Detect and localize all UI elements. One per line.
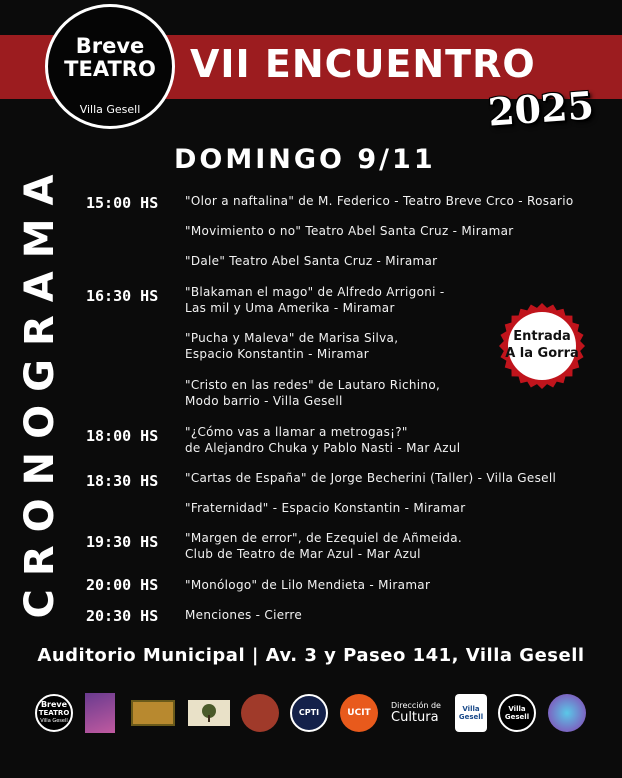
sponsor-cultura-l2: Cultura: [391, 709, 439, 725]
show-entry: "Pucha y Maleva" de Marisa Silva, Espacio Konstantin - Miramar: [185, 331, 399, 361]
badge-line-entrada: Entrada: [513, 329, 571, 344]
sponsor-direccion-cultura-logo: [391, 694, 451, 732]
sponsor-cultura-l1: Dirección de: [391, 700, 441, 710]
venue-address: Auditorio Municipal | Av. 3 y Paseo 141, Villa Gesell: [37, 645, 585, 666]
sponsor-gold-frame-logo: [131, 700, 175, 726]
show-entry: "Dale" Teatro Abel Santa Cruz - Miramar: [185, 254, 438, 268]
sponsor-colorful-circle-logo: [548, 694, 586, 732]
sponsor-purple-book-logo: [85, 693, 115, 733]
time-slot: 18:30 HS: [86, 472, 159, 490]
sponsor-breve-l2: TEATRO: [38, 709, 70, 717]
show-entry: "¿Cómo vas a llamar a metrogas¡?" de Alejandro Chuka y Pablo Nasti - Mar Azul: [185, 425, 461, 455]
show-entry: "Olor a naftalina" de M. Federico - Teatro Breve Crco - Rosario: [185, 194, 574, 208]
cronograma-vertical-title: CRONOGRAMA: [17, 161, 63, 619]
show-entry: "Cartas de España" de Jorge Becherini (Taller) - Villa Gesell: [185, 471, 557, 485]
sponsor-breve-teatro-logo: [35, 694, 73, 732]
sponsor-ucit-logo: [340, 694, 378, 732]
sponsor-vg-l2: Gesell: [458, 713, 484, 721]
logo-line-teatro: TEATRO: [64, 57, 156, 81]
show-entry: "Blakaman el mago" de Alfredo Arrigoni - Las mil y Uma Amerika - Miramar: [185, 285, 445, 315]
sponsor-ucit-text: UCIT: [347, 708, 371, 718]
sponsor-villa-gesell-circle-logo: [498, 694, 536, 732]
sponsor-villa-gesell-logo: [455, 694, 487, 732]
show-entry: "Margen de error", de Ezequiel de Añmeida. Club de Teatro de Mar Azul - Mar Azul: [185, 531, 462, 561]
sponsor-tree-logo: [188, 700, 230, 726]
show-entry: "Monólogo" de Lilo Mendieta - Miramar: [185, 578, 431, 592]
sponsor-red-circle-logo: [241, 694, 279, 732]
sponsor-vgc-l2: Gesell: [504, 713, 530, 721]
time-slot: 20:30 HS: [86, 607, 159, 625]
show-entry: Menciones - Cierre: [185, 608, 303, 622]
breve-teatro-logo: [45, 4, 175, 129]
show-entry: "Cristo en las redes" de Lautaro Richino, Modo barrio - Villa Gesell: [185, 378, 441, 408]
show-entry: "Fraternidad" - Espacio Konstantin - Miramar: [185, 501, 466, 515]
sponsor-vg-l1: Villa: [462, 705, 480, 713]
sponsor-breve-l3: Villa Gesell: [40, 718, 68, 724]
event-year: 2025: [486, 82, 596, 135]
event-title: VII ENCUENTRO: [190, 42, 536, 86]
time-slot: 15:00 HS: [86, 194, 159, 212]
logo-line-city: Villa Gesell: [79, 103, 141, 116]
sponsor-vgc-l1: Villa: [508, 705, 526, 713]
badge-line-gorra: A la Gorra: [505, 346, 579, 361]
sponsor-breve-l1: Breve: [40, 700, 68, 709]
sponsor-cpti-text: CPTI: [298, 708, 320, 717]
logo-line-breve: Breve: [75, 34, 145, 58]
entrada-a-la-gorra-badge: [499, 303, 585, 389]
time-slot: 19:30 HS: [86, 533, 159, 551]
time-slot: 16:30 HS: [86, 287, 159, 305]
tree-icon: [194, 703, 224, 723]
time-slot: 20:00 HS: [86, 576, 159, 594]
time-slot: 18:00 HS: [86, 427, 159, 445]
show-entry: "Movimiento o no" Teatro Abel Santa Cruz - Miramar: [185, 224, 514, 238]
sponsor-cpti-logo: [290, 694, 328, 732]
day-title: DOMINGO 9/11: [174, 144, 436, 175]
